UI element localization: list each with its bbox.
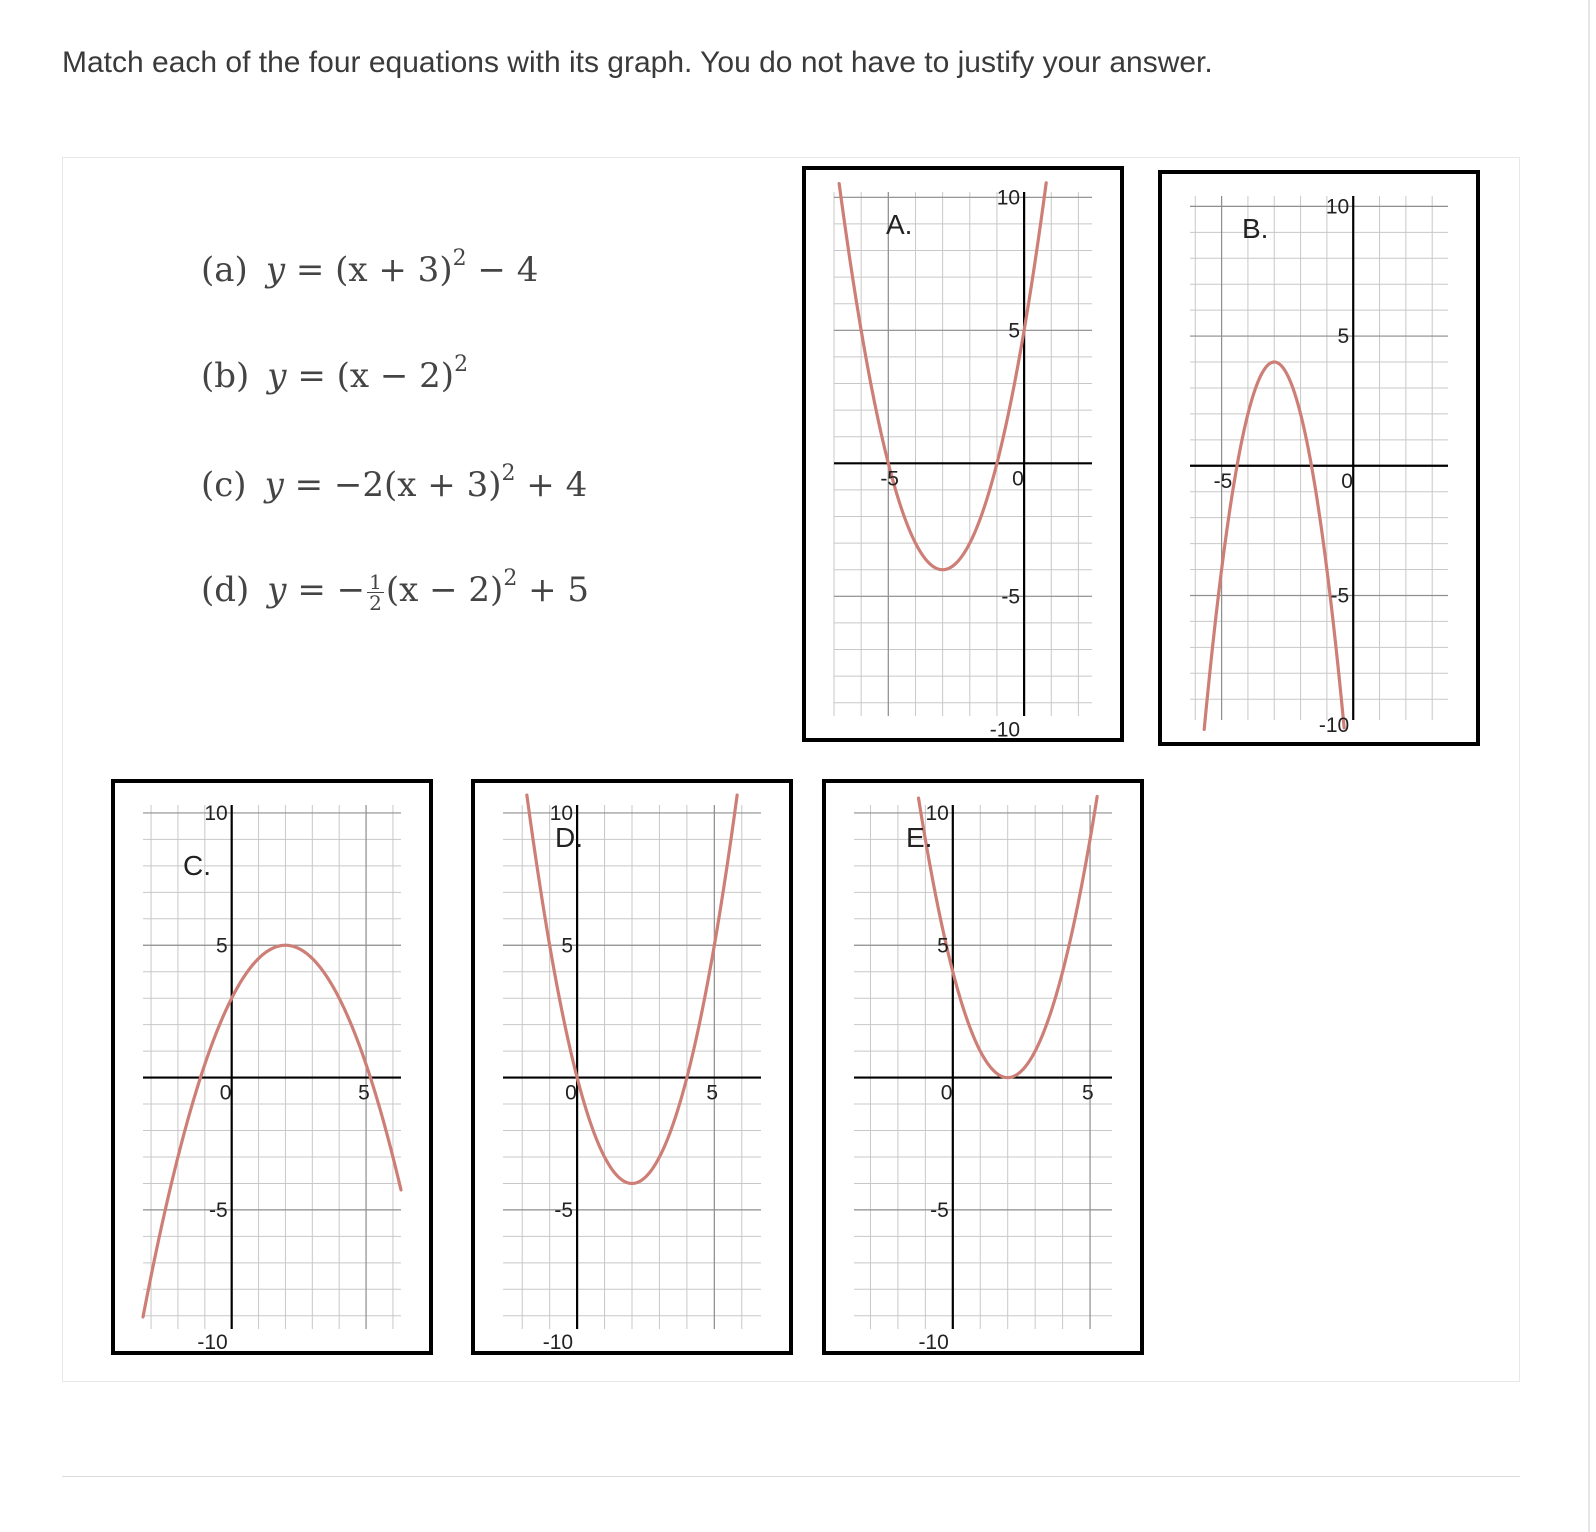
chart-b-x-tick-label: 0	[1341, 469, 1353, 493]
equation-d-body: (x − 2)	[385, 570, 504, 610]
graph-d-svg	[475, 783, 789, 1351]
chart-b-y-tick-label: 5	[1337, 325, 1350, 349]
instruction-text: Match each of the four equations with its graph. You do not have to justify your answer.	[62, 46, 1213, 79]
chart-c-grid	[143, 805, 401, 1329]
chart-b-grid	[1190, 196, 1448, 720]
chart-b-y-tick-label: -5	[1330, 584, 1350, 608]
chart-e-grid	[854, 805, 1112, 1329]
equation-a-body: = (x + 3)	[295, 250, 453, 290]
graph-d	[471, 779, 793, 1355]
equation-b-exponent: 2	[454, 352, 469, 377]
chart-e-y-tick-label: 5	[937, 934, 949, 958]
graph-e-svg	[826, 783, 1140, 1351]
chart-e-y-tick-label: -10	[918, 1331, 949, 1351]
chart-c-curve	[143, 945, 401, 1317]
chart-c-letter: C.	[183, 850, 211, 881]
equation-c-exponent: 2	[501, 461, 516, 486]
chart-c-y-tick-label: -10	[197, 1331, 228, 1351]
chart-a-y-tick-label: -5	[1001, 585, 1021, 609]
equation-c	[201, 461, 588, 505]
equation-d-tail: + 5	[528, 570, 590, 610]
chart-a-y-tick-label: -10	[989, 718, 1021, 738]
equation-a-lhs: y	[265, 250, 286, 290]
equation-d-label: (d)	[201, 570, 250, 610]
chart-a-x-tick-label: 0	[1012, 467, 1024, 491]
chart-e-letter: E.	[906, 822, 933, 853]
equation-d-exponent: 2	[503, 566, 518, 591]
chart-b-y-tick-label: -10	[1318, 714, 1350, 738]
graph-b-svg	[1162, 174, 1476, 742]
graph-c	[111, 779, 433, 1355]
chart-e-y-tick-label: 10	[925, 801, 949, 825]
chart-d-grid	[503, 805, 761, 1329]
chart-e-x-tick-label: 0	[940, 1081, 953, 1105]
equation-a-exponent: 2	[452, 246, 467, 271]
bottom-divider	[62, 1476, 1520, 1477]
chart-d-y-tick-label: 5	[561, 934, 574, 958]
chart-d-y-tick-label: 10	[549, 801, 574, 825]
equation-c-tail: + 4	[526, 465, 588, 505]
graph-e	[822, 779, 1144, 1355]
equation-b	[201, 352, 469, 396]
chart-a-grid	[834, 192, 1092, 716]
chart-a-letter: A.	[886, 209, 913, 240]
equation-d-frac-den: 2	[369, 590, 382, 615]
chart-c-y-tick-label: -5	[209, 1198, 228, 1222]
chart-c-y-tick-label: 10	[204, 801, 228, 825]
equation-a	[201, 246, 539, 290]
chart-b-x-tick-label: -5	[1213, 469, 1233, 493]
chart-b-y-tick-label: 10	[1325, 195, 1350, 219]
equation-a-tail: − 4	[477, 250, 539, 290]
chart-e-x-tick-label: 5	[1082, 1081, 1094, 1105]
chart-d-y-tick-label: -5	[554, 1198, 574, 1222]
graph-c-svg	[115, 783, 429, 1351]
equation-d-pre: = −	[297, 570, 366, 610]
graph-a	[802, 166, 1124, 742]
chart-c-y-tick-label: 5	[216, 934, 228, 958]
chart-c-x-tick-label: 0	[219, 1081, 232, 1105]
chart-a-y-tick-label: 10	[996, 186, 1021, 210]
scrollbar-track[interactable]	[1588, 0, 1590, 1532]
equation-d-lhs: y	[267, 570, 287, 610]
equation-b-body: = (x − 2)	[297, 356, 455, 396]
equation-b-label: (b)	[201, 356, 250, 396]
equation-c-lhs: y	[264, 465, 284, 505]
equation-c-body: = −2(x + 3)	[294, 465, 502, 505]
chart-a-y-tick-label: 5	[1008, 319, 1021, 343]
equation-d-frac-num: 1	[369, 569, 382, 594]
chart-a-x-tick-label: -5	[880, 467, 900, 491]
equation-b-lhs: y	[267, 356, 287, 396]
chart-c-x-tick-label: 5	[358, 1081, 370, 1105]
chart-d-x-tick-label: 5	[706, 1081, 719, 1105]
equation-a-label: (a)	[201, 250, 248, 290]
chart-e-y-tick-label: -5	[930, 1198, 949, 1222]
graph-b	[1158, 170, 1480, 746]
chart-b-letter: B.	[1242, 213, 1269, 244]
graph-a-svg	[806, 170, 1120, 738]
equation-c-label: (c)	[201, 465, 247, 505]
equation-d-fraction	[367, 569, 384, 615]
chart-d-x-tick-label: 0	[565, 1081, 577, 1105]
chart-d-y-tick-label: -10	[542, 1331, 574, 1351]
equation-d	[201, 566, 590, 615]
chart-d-letter: D.	[555, 822, 583, 853]
